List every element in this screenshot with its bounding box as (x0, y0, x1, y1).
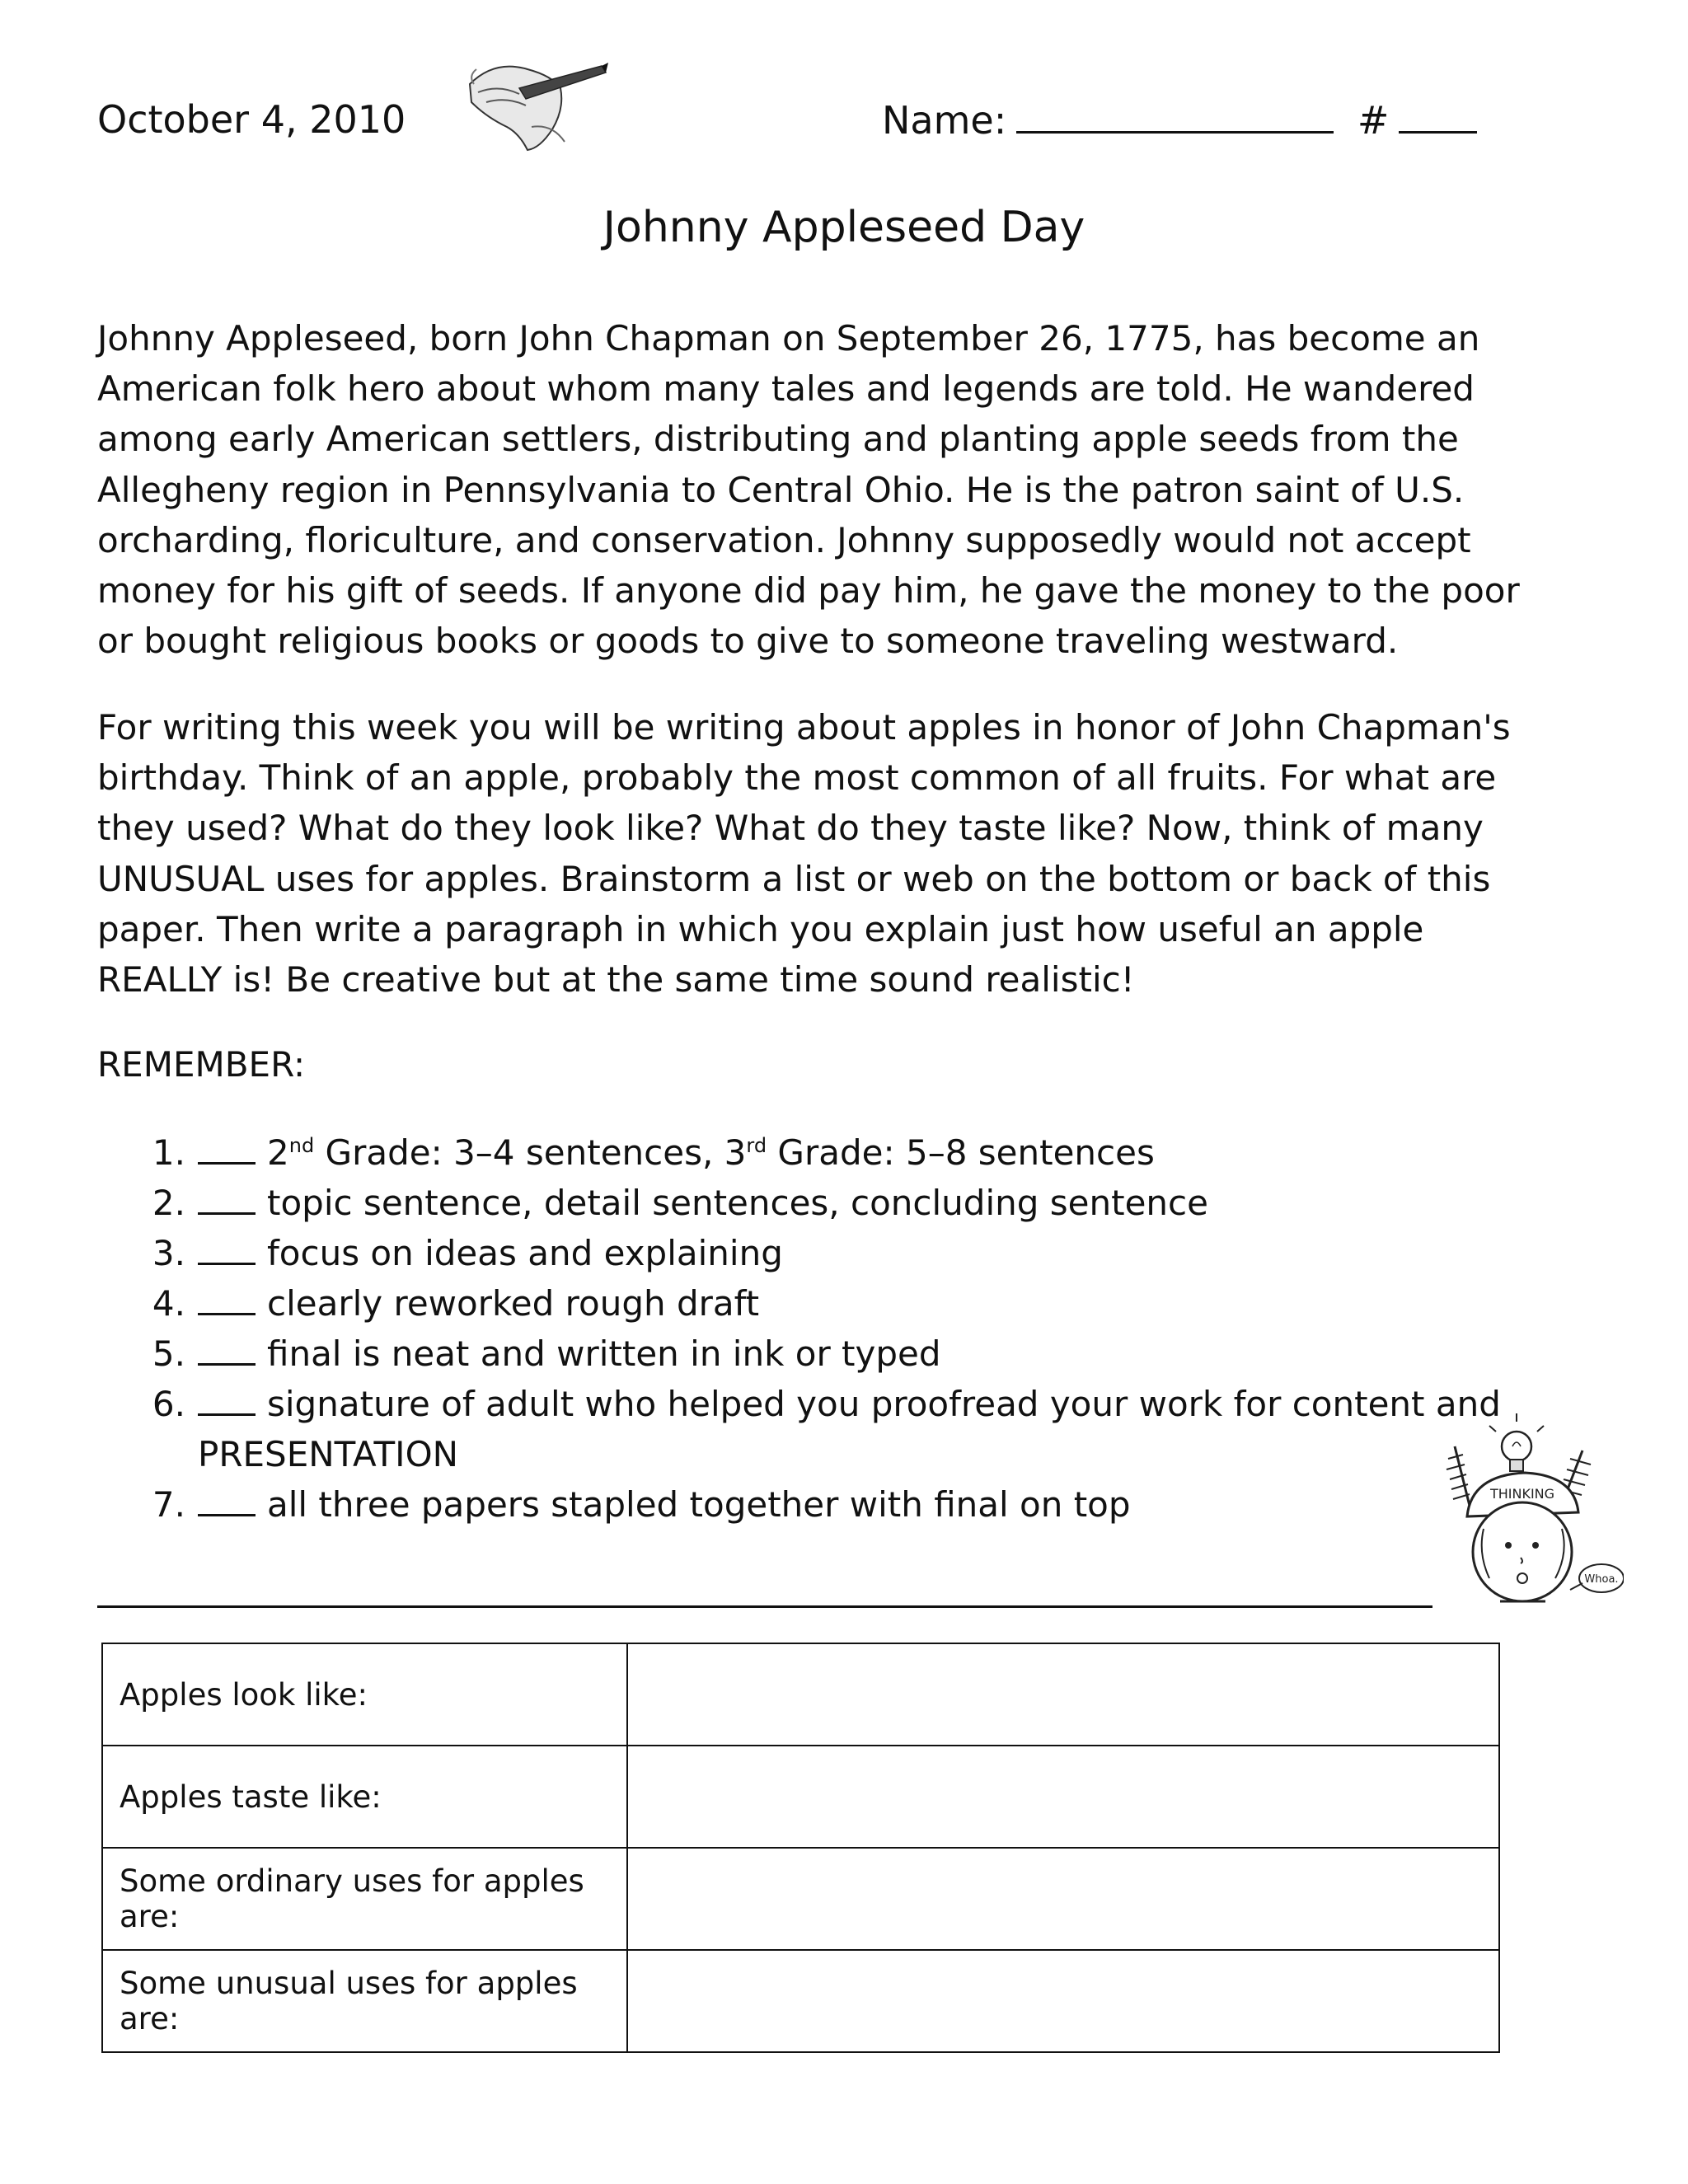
name-label: Name: (882, 98, 1007, 143)
checklist-text-continued: PRESENTATION (198, 1434, 459, 1474)
checklist-blank[interactable] (198, 1233, 256, 1265)
checklist-number: 7. (152, 1484, 185, 1525)
worksheet-date: October 4, 2010 (97, 97, 406, 142)
table-row (102, 1746, 1499, 1848)
checklist-number: 2. (152, 1183, 185, 1223)
table-row (102, 1950, 1499, 2052)
checklist-number: 6. (152, 1384, 185, 1424)
name-field-row (882, 95, 1477, 145)
thinking-cap-kid-icon (1438, 1413, 1624, 1628)
table-row (102, 1848, 1499, 1950)
name-blank[interactable] (1016, 95, 1334, 134)
number-blank[interactable] (1399, 95, 1477, 134)
checklist-number: 1. (152, 1132, 185, 1173)
checklist-item (0, 1278, 1566, 1329)
checklist-blank[interactable] (198, 1183, 256, 1215)
remember-heading: REMEMBER: (97, 1044, 306, 1085)
bubble-text: Whoa. (1584, 1573, 1619, 1586)
checklist-blank[interactable] (198, 1384, 256, 1416)
checklist-blank[interactable] (198, 1333, 256, 1366)
checklist-text: clearly reworked rough draft (267, 1283, 760, 1324)
checklist-number: 5. (152, 1333, 185, 1374)
hand-writing-pen-icon (462, 51, 610, 154)
checklist-text: 2nd Grade: 3–4 sentences, 3rd Grade: 5–8 sentences (267, 1132, 1155, 1173)
checklist-item (0, 1379, 1566, 1479)
checklist-text: all three papers stapled together with final on top (267, 1484, 1131, 1525)
intro-paragraph: Johnny Appleseed, born John Chapman on September 26, 1775, has become an American folk hero about whom many tales and legends are told. He wandered among early American settlers, distributing and planting apple seeds from the Allegheny region in Pennsylvania to Central Ohio. He is the patron saint of U.S. orcharding, floriculture, and conservation. Johnny supposedly would not accept money for his gift of seeds. If anyone did pay him, he gave the money to the poor or bought religious books or goods to give to someone traveling westward. (97, 318, 1520, 662)
instructions-paragraph: For writing this week you will be writing about apples in honor of John Chapman's birthday. Think of an apple, probably the most common of all fruits. For what are they used? What do they look like? What do they taste like? Now, think of many UNUSUAL uses for apples. Brainstorm a list or web on the bottom or back of this paper. Then write a paragraph in which you explain just how useful an apple REALLY is! Be creative but at the same time sound realistic! (97, 707, 1511, 1001)
table-answer-cell[interactable] (627, 1643, 1499, 1746)
checklist-text: signature of adult who helped you proofread your work for content and (267, 1384, 1501, 1424)
section-divider (97, 1605, 1432, 1608)
table-answer-cell[interactable] (627, 1950, 1499, 2052)
checklist-text: focus on ideas and explaining (267, 1233, 783, 1273)
checklist-item (0, 1479, 1566, 1530)
checklist-item (0, 1329, 1566, 1379)
cap-text: THINKING (1489, 1486, 1555, 1502)
table-answer-cell[interactable] (627, 1746, 1499, 1848)
table-row-label: Some ordinary uses for apples are: (102, 1848, 627, 1950)
checklist-item (0, 1127, 1566, 1178)
table-row-label: Apples taste like: (102, 1746, 627, 1848)
checklist-text: topic sentence, detail sentences, concluding sentence (267, 1183, 1208, 1223)
table-row-label: Some unusual uses for apples are: (102, 1950, 627, 2052)
brainstorm-table (101, 1643, 1500, 2053)
number-label: # (1357, 98, 1390, 143)
requirements-checklist (0, 1127, 1566, 1530)
checklist-number: 4. (152, 1283, 185, 1324)
table-row-label: Apples look like: (102, 1643, 627, 1746)
checklist-item (0, 1228, 1566, 1278)
checklist-text: final is neat and written in ink or typed (267, 1333, 941, 1374)
checklist-blank[interactable] (198, 1132, 256, 1165)
checklist-blank[interactable] (198, 1484, 256, 1516)
checklist-item (0, 1178, 1566, 1228)
table-answer-cell[interactable] (627, 1848, 1499, 1950)
checklist-blank[interactable] (198, 1283, 256, 1315)
table-row (102, 1643, 1499, 1746)
worksheet-title: Johnny Appleseed Day (603, 203, 1085, 252)
checklist-number: 3. (152, 1233, 185, 1273)
